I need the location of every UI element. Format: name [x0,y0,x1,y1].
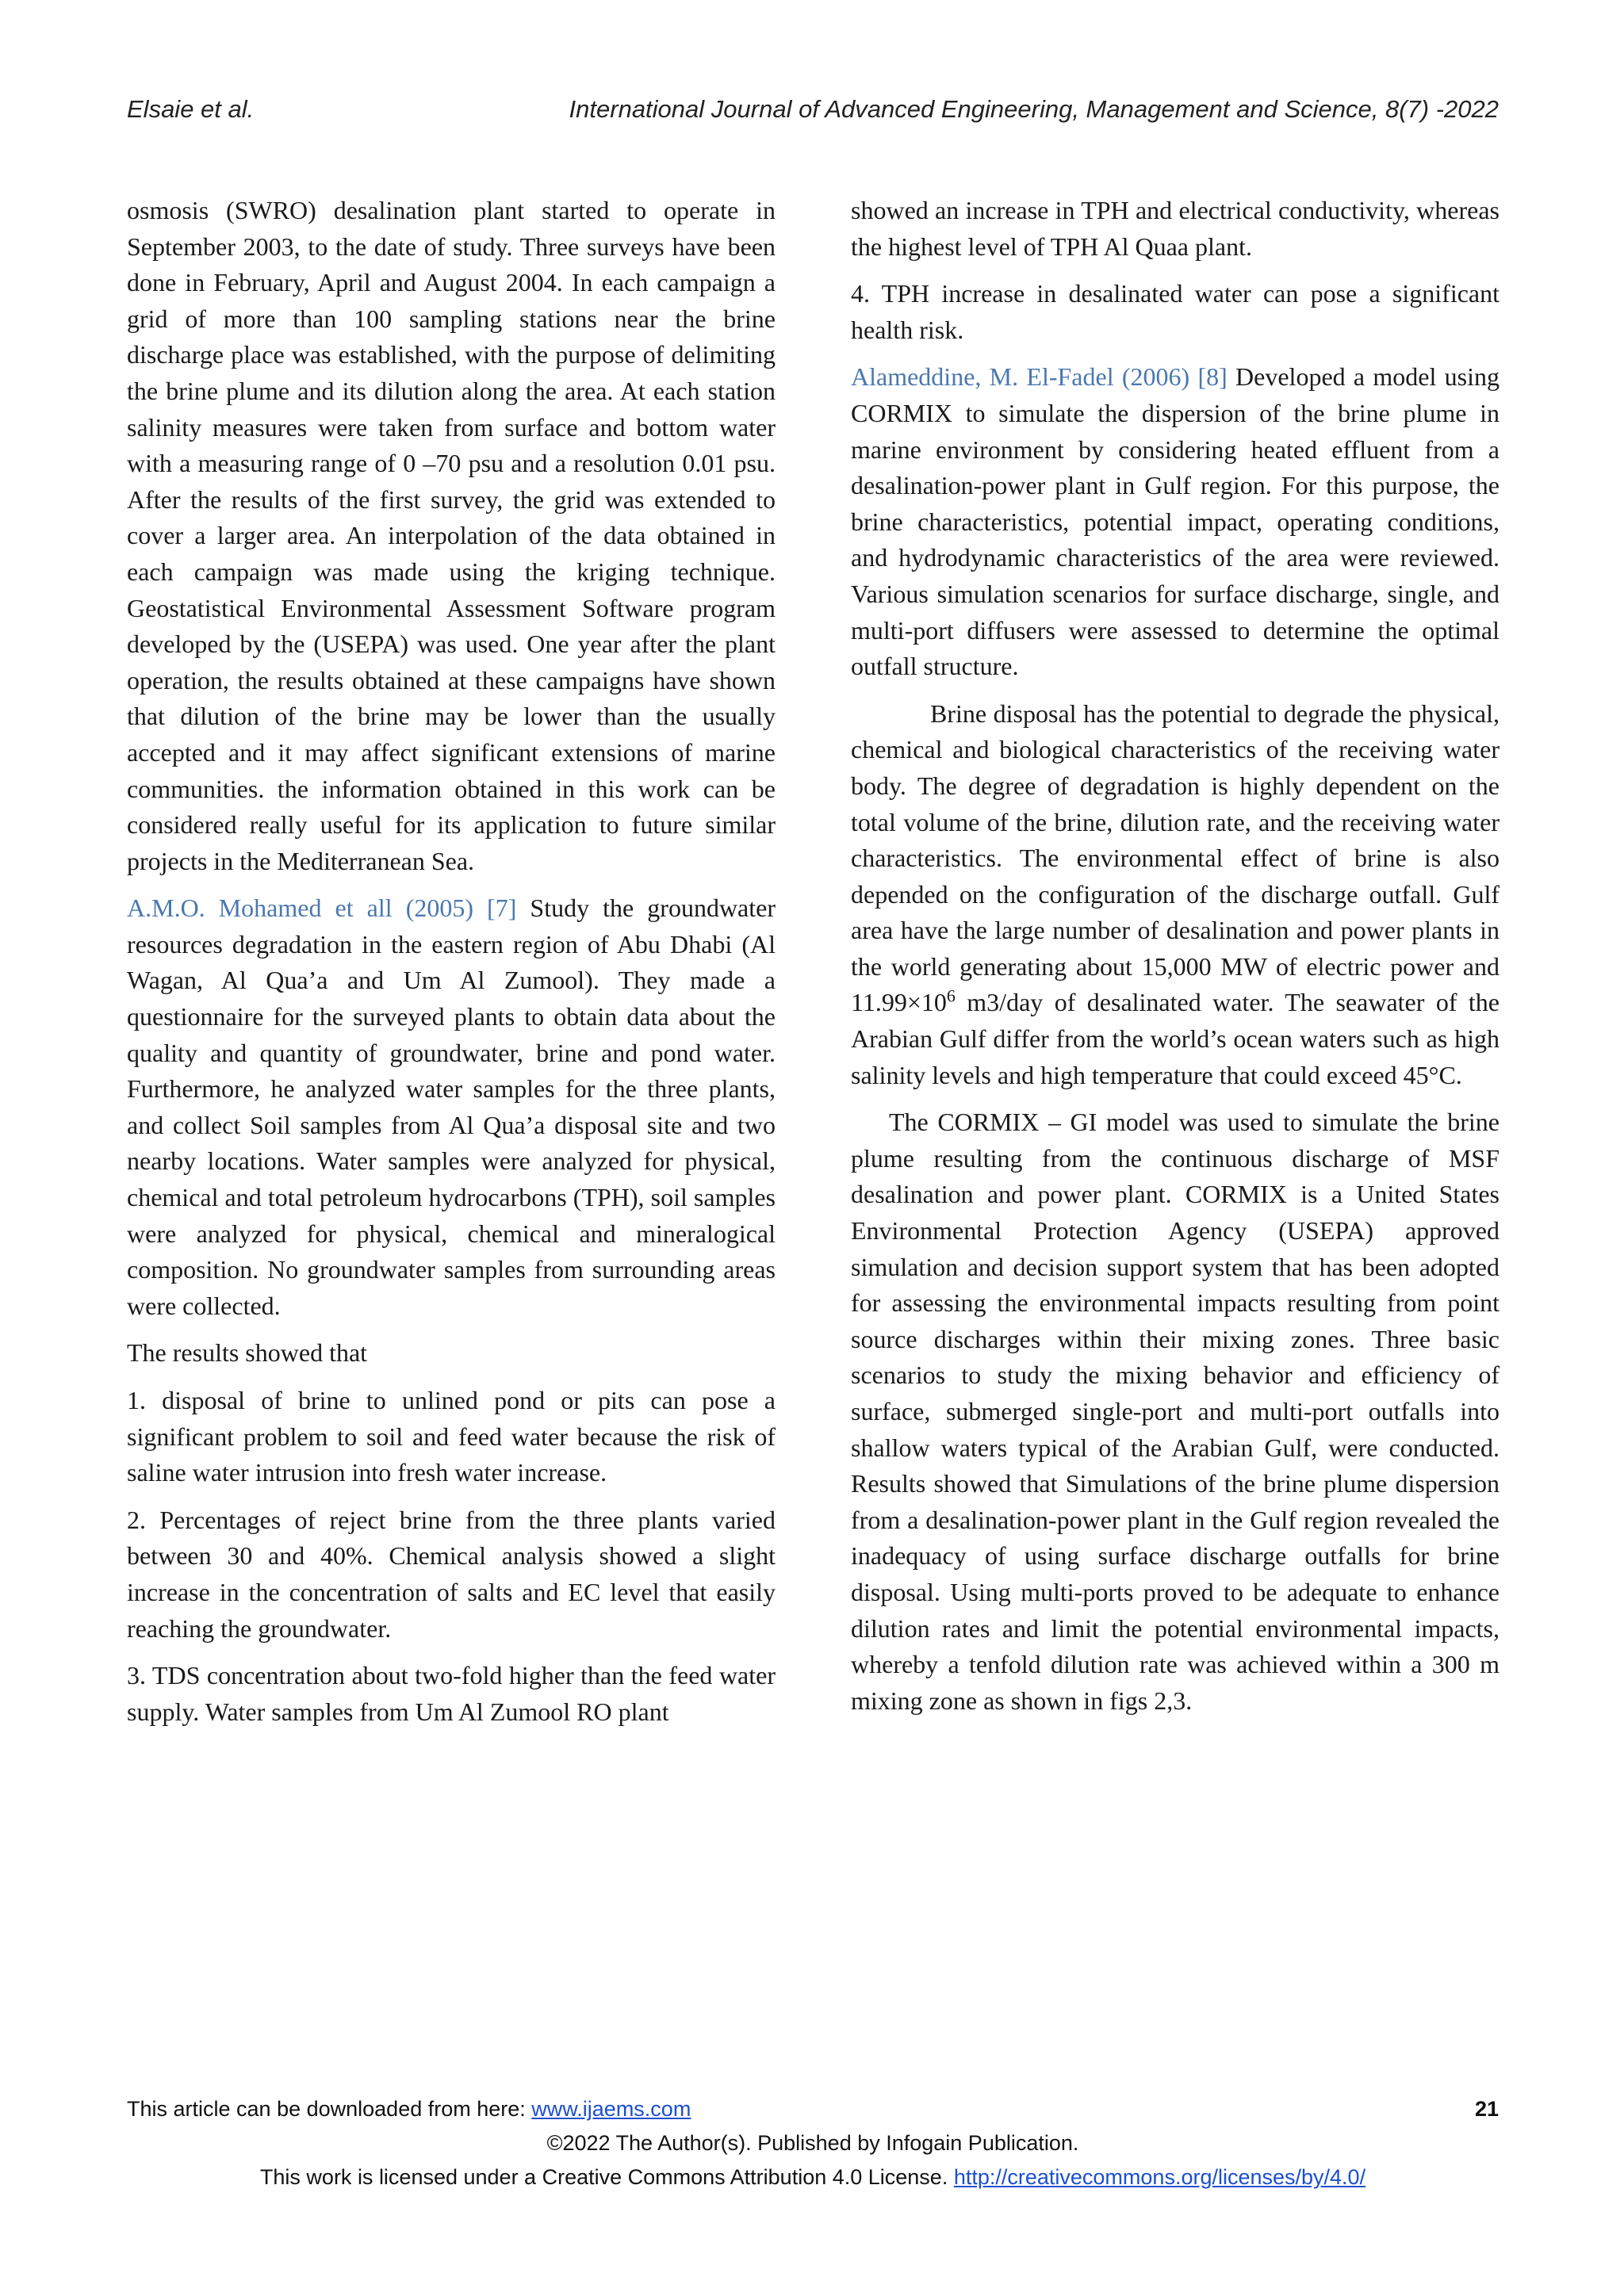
footer-license-line [127,2165,1499,2190]
left-column [127,193,776,1741]
list-item-result-4: 4. TPH increase in desalinated water can pose a significant health risk. [851,279,1500,344]
paragraph-alameddine-study [851,359,1500,684]
paragraph-results-intro: The results showed that [127,1338,368,1368]
paragraph-text: Brine disposal has the potential to degrade the physical, chemical and biological characteristics of the receiving water body. The degree of degradation is highly dependent on the total volume of the brine, dilution rate, and the receiving water characteristics. The environmental effect of brine is also depended on the configuration of the discharge outfall. Gulf area have the large number of desalination and power plants in the world generating about 15,000 MW of electric power and 11.99×10 [851,698,1500,1017]
license-prefix: This work is licensed under a Creative Commons Attribution 4.0 License. [259,2165,954,2189]
running-header [127,95,1499,130]
paragraph-brine-disposal [851,696,1500,1094]
superscript-exponent: 6 [946,985,956,1006]
paragraph-cormix-model: The CORMIX – GI model was used to simulate the brine plume resulting from the continuous discharge of MSF desalination and power plant. CORMIX is a United States Environmental Protection Agency (USEPA) approved simulation and decision support system that has been adopted for assessing the environmental impacts resulting from point source discharges within their mixing zones. Three basic scenarios to study the mixing behavior and efficiency of surface, submerged single-port and multi-port outfalls into shallow waters typical of the Arabian Gulf, were conducted. Results showed that Simulations of the brine plume dispersion from a desalination-power plant in the Gulf region revealed the inadequacy of using surface discharge outfalls for brine disposal. Using multi-ports proved to be adequate to enhance dilution rates and limit the potential environmental impacts, whereby a tenfold dilution rate was achieved within a 300 m mixing zone as shown in figs 2,3. [851,1108,1500,1715]
journal-website-link[interactable]: www.ijaems.com [531,2097,691,2121]
paragraph-swro-surveys: osmosis (SWRO) desalination plant started to operate in September 2003, to the date of study. Three surveys have been done in February, April and August 2004. In each campaign a grid of more than 100 sampling stations near the brine discharge place was established, with the purpose of delimiting the brine plume and its dilution along the area. At each station salinity measures were taken from surface and bottom water with a measuring range of 0 –70 psu and a resolution 0.01 psu. After the results of the first survey, the grid was extended to cover a larger area. An interpolation of the data obtained in each campaign was made using the kriging technique. Geostatistical Environmental Assessment Software program developed by the (USEPA) was used. One year after the plant operation, the results obtained at these campaigns have shown that dilution of the brine may be lower than the usually accepted and it may affect significant extensions of marine communities. the information obtained in this work can be considered really useful for its application to future similar projects in the Mediterranean Sea. [127,196,776,875]
footer-copyright: ©2022 The Author(s). Published by Infogain Publication. [546,2131,1079,2155]
footer-download-line [127,2097,1499,2129]
paragraph-text: Study the groundwater resources degradation in the eastern region of Abu Dhabi (Al Wagan, Al Qua’a and Um Al Zumool). They made a questionnaire for the surveyed plants to obtain data about the quality and quantity of groundwater, brine and pond water. Furthermore, he analyzed water samples for the three plants, and collect Soil samples from Al Qua’a disposal site and two nearby locations. Water samples were analyzed for physical, chemical and total petroleum hydrocarbons (TPH), soil samples were analyzed for physical, chemical and mineralogical composition. No groundwater samples from surrounding areas were collected. [127,894,776,1320]
header-authors: Elsaie et al. [127,95,255,123]
list-item-result-3: 3. TDS concentration about two-fold higher than the feed water supply. Water samples from Um Al Zumool RO plant [127,1661,776,1726]
paragraph-text: Developed a model using CORMIX to simulate the dispersion of the brine plume in marine environment by considering heated effluent from a desalination-power plant in Gulf region. For this purpose, the brine characteristics, potential impact, operating conditions, and hydrodynamic characteristics of the area were reviewed. Various simulation scenarios for surface discharge, single, and multi-port diffusers were assessed to determine the optimal outfall structure. [851,362,1500,681]
paragraph-result-3-continued: showed an increase in TPH and electrical conductivity, whereas the highest level of TPH Al Quaa plant. [851,196,1500,261]
citation-alameddine-2006[interactable]: Alameddine, M. El-Fadel (2006) [8] [851,362,1228,392]
footer-download-text [127,2097,691,2122]
license-link[interactable]: http://creativecommons.org/licenses/by/4.0/ [953,2165,1366,2189]
download-prefix: This article can be downloaded from here: [127,2097,532,2121]
citation-mohamed-2005[interactable]: A.M.O. Mohamed et all (2005) [7] [127,894,517,923]
paragraph-text: m3/day of desalinated water. The seawater of the Arabian Gulf differ from the world’s ocean waters such as high salinity levels and high temperature that could exceed 45°C. [851,988,1500,1089]
paragraph-mohamed-study [127,890,776,1324]
right-column [851,193,1500,1730]
list-item-result-1: 1. disposal of brine to unlined pond or pits can pose a significant problem to soil and feed water because the risk of saline water intrusion into fresh water increase. [127,1386,776,1487]
list-item-result-2: 2. Percentages of reject brine from the three plants varied between 30 and 40%. Chemical analysis showed a slight increase in the concentration of salts and EC level that easily reaching the groundwater. [127,1505,776,1643]
page-number: 21 [1474,2097,1499,2121]
header-journal-title: International Journal of Advanced Engineering, Management and Science, 8(7) -2022 [569,95,1499,123]
